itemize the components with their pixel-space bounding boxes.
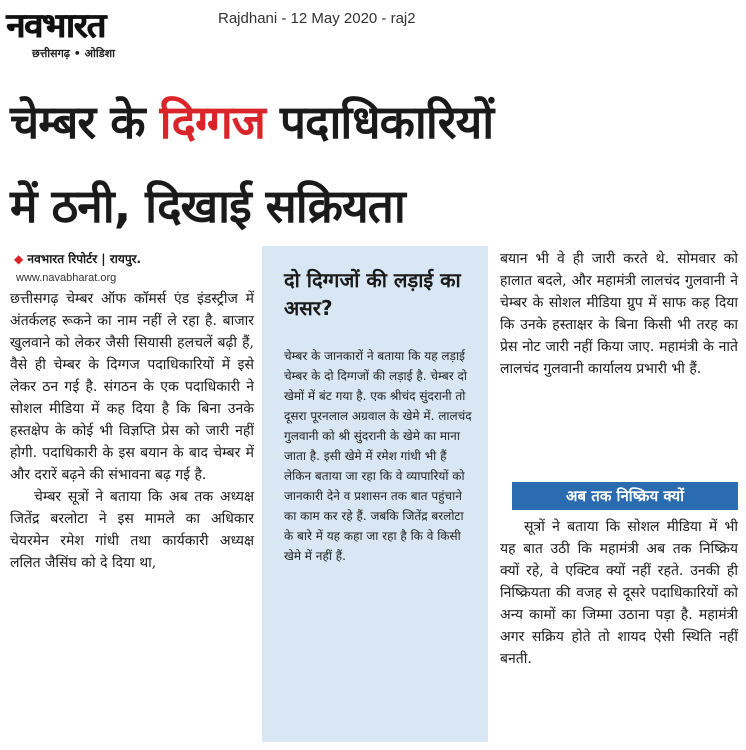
sidebar-box xyxy=(262,246,488,742)
article-column-3 xyxy=(500,248,738,380)
logo-wordmark: नवभारत xyxy=(6,6,105,46)
sidebar-text: चेम्बर के जानकारों ने बताया कि यह लड़ाई चेम्बर के दो दिग्गजों की लड़ाई है. चेम्बर दो खेमों में बंट गया है. एक श्रीचंद सुंदरानी तो दूसरा पूरनलाल अग्रवाल के खेमे में. लालचंद गुलवानी को श्री सुंदरानी के खेमे का माना जाता है. इसी खेमे में रमेश गांधी भी हैं लेकिन बताया जा रहा कि वे व्यापारियों को जानकारी देने व प्रशासन तक बात पहुंचाने का काम कर रहे हैं. जबकि जितेंद्र बरलोटा के बारे में यह कहा जा रहा है कि वे किसी खेमे में नहीं हैं. xyxy=(284,349,472,563)
headline-highlight: दिग्गज xyxy=(159,95,265,149)
sidebar-title: दो दिग्गजों की लड़ाई का असर? xyxy=(284,268,461,320)
byline xyxy=(14,250,264,268)
subheading: अब तक निष्क्रिय क्यों xyxy=(512,482,738,510)
headline-text-b: पदाधिकारियों xyxy=(264,95,494,149)
paragraph: छत्तीसगढ़ चेम्बर ऑफ कॉमर्स एंड इंडस्ट्रीज में अंतर्कलह रूकने का नाम नहीं ले रहा है. बाजार खुलवाने को लेकर जैसी सियासी हलचलें बढ़ी हैं, वैसे ही चेम्बर के दिग्गज पदाधिकारियों में इसे लेकर ठन गई है. संगठन के एक पदाधिकारी ने सोशल मीडिया में कह दिया है कि बिना उनके हस्तक्षेप के कोई भी विज्ञप्ति प्रेस को जारी नहीं होगी. पदाधिकारी के इस बयान के बाद चेम्बर में और दरारें बढ़ने की संभावना बढ़ गई है. xyxy=(10,291,254,483)
edition-label: Rajdhani - 12 May 2020 - raj2 xyxy=(218,10,416,27)
reporter-name: नवभारत रिपोर्टर | रायपुर. xyxy=(27,252,142,266)
headline-text-a: चेम्बर के xyxy=(10,95,160,149)
article-column-3-continued xyxy=(500,516,738,670)
newspaper-logo xyxy=(6,6,202,64)
website-link: www.navabharat.org xyxy=(16,272,117,284)
paragraph: सूत्रों ने बताया कि सोशल मीडिया में भी यह बात उठी कि महामंत्री अब तक निष्क्रिय क्यों रहे, वे एक्टिव क्यों नहीं रहते. उनकी ही निष्क्रियता की वजह से दूसरे पदाधिकारियों को अन्य कामों का जिम्मा उठाना पड़ा है. महामंत्री अगर सक्रिय होते तो शायद ऐसी स्थिति नहीं बनती. xyxy=(500,519,738,667)
paragraph: चेम्बर सूत्रों ने बताया कि अब तक अध्यक्ष जितेंद्र बरलोटा ने इस मामले का अधिकार चेयरमेन रमेश गांधी तथा कार्यकारी अध्यक्ष ललित जैसिंघ को दे दिया था, xyxy=(10,489,254,571)
headline-line-2: में ठनी, दिखाई सक्रियता xyxy=(10,179,405,233)
diamond-icon: ◆ xyxy=(14,252,24,266)
article-column-1 xyxy=(10,288,254,574)
headline-line-1 xyxy=(10,92,493,152)
paragraph: बयान भी वे ही जारी करते थे. सोमवार को हालात बदले, और महामंत्री लालचंद गुलवानी ने चेम्बर के सोशल मीडिया ग्रुप में साफ कह दिया कि उनके हस्ताक्षर के बिना किसी भी तरह का प्रेस नोट जारी नहीं किया जाए. महामंत्री के नाते लालचंद गुलवानी कार्यालय प्रभारी भी हैं. xyxy=(500,251,738,377)
logo-tagline: छत्तीसगढ़ • ओडिशा xyxy=(32,47,115,60)
